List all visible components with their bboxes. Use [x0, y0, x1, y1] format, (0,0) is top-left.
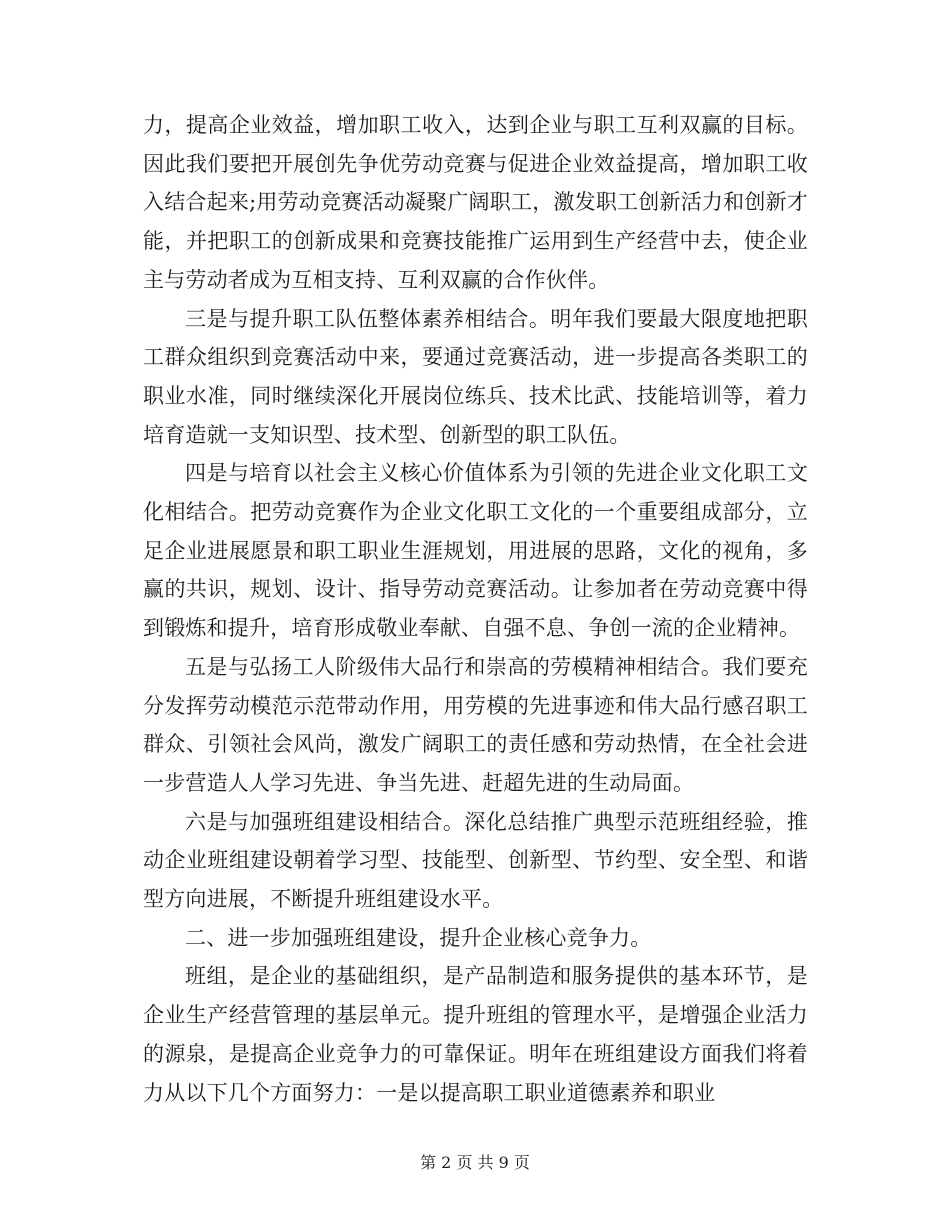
paragraph-7: 班组，是企业的基础组织，是产品制造和服务提供的基本环节，是企业生产经营管理的基层单元。提升班组的管理水平，是增强企业活力的源泉，是提高企业竞争力的可靠保证。明年在班组建设方面我们将着力从以下几个方面努力：一是以提高职工职业道德素养和职业: [143, 964, 808, 1105]
document-body: [143, 106, 808, 1112]
paragraph-5: 六是与加强班组建设相结合。深化总结推广典型示范班组经验，推动企业班组建设朝着学习型、技能型、创新型、节约型、安全型、和谐型方向进展，不断提升班组建设水平。: [143, 809, 808, 912]
page-number-footer: 第 2 页 共 9 页: [420, 1153, 530, 1172]
paragraph-4: 五是与弘扬工人阶级伟大品行和崇高的劳模精神相结合。我们要充分发挥劳动模范示范带动作用，用劳模的先进事迹和伟大品行感召职工群众、引领社会风尚，激发广阔职工的责任感和劳动热情，在全社会进一步营造人人学习先进、争当先进、赶超先进的生动局面。: [143, 654, 808, 795]
paragraph-2: 三是与提升职工队伍整体素养相结合。明年我们要最大限度地把职工群众组织到竞赛活动中来，要通过竞赛活动，进一步提高各类职工的职业水准，同时继续深化开展岗位练兵、技术比武、技能培训等，着力培育造就一支知识型、技术型、创新型的职工队伍。: [143, 306, 808, 447]
paragraph-1: 力，提高企业效益，增加职工收入，达到企业与职工互利双赢的目标。因此我们要把开展创先争优劳动竞赛与促进企业效益提高，增加职工收入结合起来;用劳动竞赛活动凝聚广阔职工，激发职工创新活力和创新才能，并把职工的创新成果和竞赛技能推广运用到生产经营中去，使企业主与劳动者成为互相支持、互利双赢的合作伙伴。: [143, 113, 808, 292]
section-heading: 二、进一步加强班组建设，提升企业核心竞争力。: [185, 925, 652, 950]
paragraph-3: 四是与培育以社会主义核心价值体系为引领的先进企业文化职工文化相结合。把劳动竞赛作为企业文化职工文化的一个重要组成部分，立足企业进展愿景和职工职业生涯规划，用进展的思路，文化的视角，多赢的共识，规划、设计、指导劳动竞赛活动。让参加者在劳动竞赛中得到锻炼和提升，培育形成敬业奉献、自强不息、争创一流的企业精神。: [143, 461, 808, 641]
